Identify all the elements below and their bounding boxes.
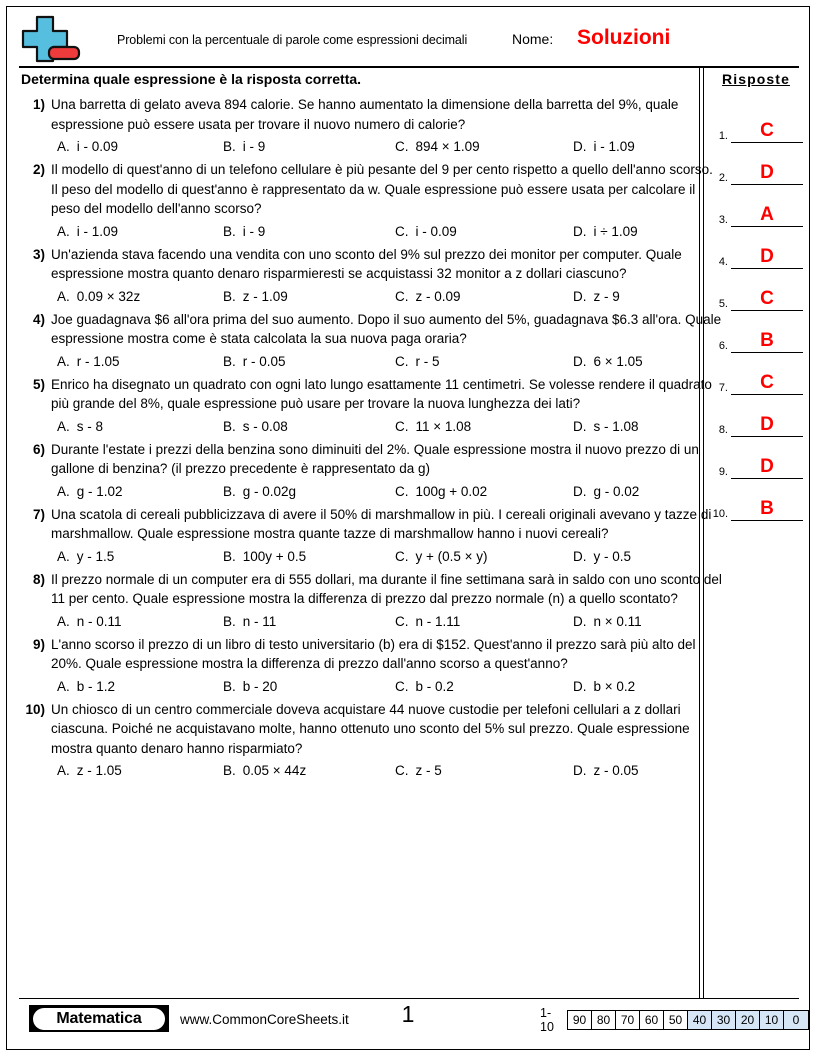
score-scale-cell: 50 — [664, 1011, 688, 1029]
answer-value: C — [760, 372, 774, 393]
question-options — [51, 611, 723, 632]
question-number: 2) — [32, 162, 45, 177]
question-text: Una scatola di cereali pubblicizzava di avere il 50% di marshmallow in più. I cereali originali avevano y tazze di marshmallow. Quale espressione mostra quante tazze di marshmallow hanno i nuovi cereali? — [51, 506, 712, 541]
option-letter: C. — [395, 678, 409, 694]
option-letter: D. — [573, 288, 587, 304]
option-letter: C. — [395, 418, 409, 434]
option-choice[interactable] — [223, 221, 395, 242]
option-letter: B. — [223, 418, 236, 434]
answer-blank[interactable] — [731, 329, 803, 353]
option-choice[interactable] — [51, 676, 223, 697]
option-text: r - 5 — [415, 353, 440, 369]
question-text: Un chiosco di un centro commerciale doveva acquistare 44 nuove custodie per telefoni cellulari a z dollari ciascuna. Poiché ne acquistavano molte, hanno ottenuto uno sconto del 5% sul prezzo. Quale espressione mostra quanto denaro hanno risparmiato? — [51, 701, 690, 756]
option-letter: D. — [573, 139, 587, 154]
answer-blank[interactable] — [731, 287, 803, 311]
answer-blank[interactable] — [731, 245, 803, 269]
option-letter: D. — [573, 353, 587, 369]
answer-number: 5. — [718, 298, 728, 310]
option-text: y - 1.5 — [76, 548, 115, 564]
answer-number: 9. — [718, 466, 728, 478]
answer-blank[interactable] — [731, 413, 803, 437]
option-text: s - 1.08 — [593, 418, 639, 434]
answer-blank[interactable] — [731, 119, 803, 143]
option-text: z - 5 — [415, 763, 442, 778]
answer-value: D — [760, 414, 774, 435]
option-text: z - 0.05 — [593, 763, 639, 778]
option-text: i - 0.09 — [76, 139, 119, 154]
question-number: 3) — [32, 246, 45, 262]
answer-row — [707, 479, 811, 521]
instruction-text: Determina quale espressione è la risposta corretta. — [21, 71, 362, 87]
option-letter: C. — [395, 613, 409, 629]
name-value: Soluzioni — [577, 26, 671, 49]
question-number: 4) — [32, 311, 45, 327]
option-text: z - 1.09 — [242, 288, 288, 304]
question-text: Enrico ha disegnato un quadrato con ogni lato lungo esattamente 11 centimetri. Se volesse rendere il quadrato più grande del 8%, quale espressione può usare per trovare la nuova lunghezza dei lati? — [51, 376, 712, 411]
question-options — [51, 676, 723, 697]
question-item — [21, 95, 693, 157]
option-choice[interactable] — [51, 136, 223, 157]
score-scale-cell: 0 — [784, 1011, 808, 1029]
option-choice[interactable] — [51, 221, 223, 242]
answer-value: C — [760, 120, 774, 141]
score-scale-cell: 70 — [616, 1011, 640, 1029]
option-text: 100g + 0.02 — [415, 483, 488, 499]
answer-value: D — [760, 456, 774, 477]
option-choice[interactable] — [573, 286, 723, 307]
question-item — [21, 700, 693, 782]
option-choice[interactable] — [395, 286, 573, 307]
option-text: i - 0.09 — [415, 223, 457, 239]
option-text: n - 1.11 — [415, 613, 461, 629]
worksheet-title: Problemi con la percentuale di parole come espressioni decimali — [117, 33, 468, 47]
score-scale-cell: 80 — [592, 1011, 616, 1029]
question-item — [21, 570, 722, 632]
option-letter: A. — [57, 483, 70, 499]
option-text: z - 1.05 — [76, 763, 122, 778]
answer-blank[interactable] — [731, 371, 803, 395]
option-text: g - 0.02 — [593, 483, 640, 499]
option-letter: A. — [57, 353, 70, 369]
option-choice[interactable] — [573, 676, 723, 697]
option-choice[interactable] — [395, 676, 573, 697]
question-number: 1) — [32, 97, 45, 112]
option-letter: D. — [573, 483, 587, 499]
option-text: g - 0.02g — [242, 483, 297, 499]
score-scale-cell: 40 — [688, 1011, 712, 1029]
option-letter: B. — [223, 613, 236, 629]
answer-number: 8. — [718, 424, 728, 436]
option-choice[interactable] — [223, 760, 395, 781]
option-letter: B. — [223, 763, 236, 778]
option-letter: B. — [223, 678, 236, 694]
option-choice[interactable] — [51, 286, 223, 307]
option-choice[interactable] — [573, 351, 723, 372]
answer-number: 2. — [718, 172, 728, 184]
question-body — [51, 440, 723, 502]
option-text: i - 9 — [242, 139, 266, 154]
option-text: n × 0.11 — [593, 613, 642, 629]
option-letter: C. — [395, 763, 409, 778]
option-letter: C. — [395, 353, 409, 369]
answers-list — [707, 101, 811, 521]
option-choice[interactable] — [51, 351, 223, 372]
question-item — [21, 245, 693, 307]
option-text: 894 × 1.09 — [415, 139, 480, 154]
answer-value: B — [760, 330, 774, 351]
option-letter: A. — [57, 678, 70, 694]
answer-row — [707, 311, 811, 353]
footer-url: www.CommonCoreSheets.it — [180, 1012, 349, 1027]
option-choice[interactable] — [223, 676, 395, 697]
option-choice[interactable] — [395, 136, 573, 157]
answer-row — [707, 437, 811, 479]
question-body — [51, 700, 723, 782]
option-text: 11 × 1.08 — [415, 418, 472, 434]
option-letter: C. — [395, 483, 409, 499]
option-choice[interactable] — [51, 760, 223, 781]
option-choice[interactable] — [223, 611, 395, 632]
answer-value: A — [760, 204, 774, 225]
question-options — [51, 136, 723, 157]
question-body — [51, 310, 723, 372]
question-text: Una barretta di gelato aveva 894 calorie. Se hanno aumentato la dimensione della barretta del 9%, quale espressione può essere usata per trovare il nuovo numero di calorie? — [51, 97, 679, 132]
option-letter: D. — [573, 548, 587, 564]
worksheet-page — [6, 6, 810, 1050]
score-scale-cell: 10 — [760, 1011, 784, 1029]
question-number: 8) — [32, 571, 45, 587]
answer-row — [707, 269, 811, 311]
answer-row — [707, 143, 811, 185]
score-scale-cell: 60 — [640, 1011, 664, 1029]
option-letter: A. — [57, 418, 70, 434]
page-number: 1 — [401, 1001, 415, 1027]
question-body — [51, 375, 723, 437]
question-body — [51, 635, 723, 697]
option-choice[interactable] — [395, 760, 573, 781]
option-letter: D. — [573, 223, 587, 239]
score-scale-label: 1-10 — [540, 1006, 554, 1034]
option-choice[interactable] — [223, 351, 395, 372]
option-letter: B. — [223, 548, 236, 564]
option-choice[interactable] — [573, 760, 723, 781]
question-text: Joe guadagnava $6 all'ora prima del suo aumento. Dopo il suo aumento del 5%, guadagnava $6.3 all'ora. Quale espressione mostra come è stata calcolata la sua nuova paga oraria? — [51, 311, 722, 346]
answer-row — [707, 101, 811, 143]
answer-row — [707, 353, 811, 395]
question-options — [51, 416, 723, 437]
answer-value: D — [760, 246, 774, 267]
option-text: z - 9 — [593, 288, 620, 304]
option-choice[interactable] — [51, 611, 223, 632]
answer-value: C — [760, 288, 774, 309]
question-text: L'anno scorso il prezzo di un libro di testo universitario (b) era di $152. Quest'anno il prezzo sarà più alto del 20%. Quale espressione mostra la differenza di prezzo dall'anno scorso a quest'anno? — [51, 636, 696, 671]
header-divider — [19, 66, 799, 68]
option-letter: A. — [57, 288, 70, 304]
score-scale-cells — [567, 1010, 809, 1030]
answer-number: 6. — [718, 340, 728, 352]
option-choice[interactable] — [395, 611, 573, 632]
option-text: b - 0.2 — [415, 678, 454, 694]
answer-blank[interactable] — [731, 203, 803, 227]
answers-panel — [707, 71, 811, 521]
question-number: 6) — [32, 441, 45, 457]
option-text: r - 1.05 — [76, 353, 120, 369]
answer-row — [707, 185, 811, 227]
subject-badge-label: Matematica — [33, 1008, 165, 1030]
option-text: y + (0.5 × y) — [415, 548, 488, 564]
option-text: i - 1.09 — [593, 139, 635, 154]
option-choice[interactable] — [395, 481, 573, 502]
option-choice[interactable] — [223, 136, 395, 157]
question-options — [51, 221, 723, 242]
option-letter: A. — [57, 548, 70, 564]
option-text: n - 0.11 — [76, 613, 122, 629]
score-scale — [540, 1006, 809, 1034]
question-item — [21, 310, 722, 372]
option-text: i ÷ 1.09 — [593, 223, 638, 239]
option-letter: A. — [57, 223, 70, 239]
option-choice[interactable] — [395, 351, 573, 372]
option-choice[interactable] — [51, 546, 223, 567]
option-letter: B. — [223, 353, 236, 369]
option-choice[interactable] — [395, 416, 573, 437]
option-letter: A. — [57, 763, 70, 778]
option-text: n - 11 — [242, 613, 277, 629]
option-choice[interactable] — [573, 611, 723, 632]
page-header — [7, 7, 809, 69]
question-item — [21, 440, 699, 502]
option-text: 0.09 × 32z — [76, 288, 141, 304]
question-number: 9) — [32, 636, 45, 652]
option-letter: C. — [395, 223, 409, 239]
answer-value: B — [760, 498, 774, 519]
answer-number: 1. — [718, 130, 728, 142]
option-choice[interactable] — [573, 416, 723, 437]
option-letter: C. — [395, 139, 409, 154]
option-letter: B. — [223, 288, 236, 304]
option-text: y - 0.5 — [593, 548, 632, 564]
answer-number: 7. — [718, 382, 728, 394]
option-text: 0.05 × 44z — [242, 763, 307, 778]
name-label: Nome: — [512, 31, 554, 47]
question-body — [51, 245, 723, 307]
score-scale-cell: 20 — [736, 1011, 760, 1029]
option-letter: A. — [57, 139, 70, 154]
question-text: Il modello di quest'anno di un telefono cellulare è più pesante del 9 per cento rispetto a quello dell'anno scorso. Il peso del modello di quest'anno è rappresentato da w. Quale espressione può essere usata per calcolare il peso del modello dell'anno scorso? — [51, 162, 713, 216]
option-letter: B. — [223, 483, 236, 499]
option-letter: D. — [573, 613, 587, 629]
question-item — [21, 635, 696, 697]
question-options — [51, 351, 723, 372]
footer-divider — [19, 998, 799, 999]
question-options — [51, 481, 723, 502]
option-text: i - 1.09 — [76, 223, 119, 239]
option-letter: D. — [573, 418, 587, 434]
score-scale-cell: 90 — [568, 1011, 592, 1029]
option-text: b × 0.2 — [593, 678, 636, 694]
question-options — [51, 546, 723, 567]
option-letter: B. — [223, 223, 236, 239]
question-number: 10) — [25, 701, 45, 717]
answer-value: D — [760, 162, 774, 183]
question-body — [51, 505, 723, 567]
question-body — [51, 95, 723, 157]
answer-row — [707, 395, 811, 437]
answer-number: 4. — [718, 256, 728, 268]
question-options — [51, 286, 723, 307]
option-choice[interactable] — [573, 546, 723, 567]
option-choice[interactable] — [51, 416, 223, 437]
option-text: i - 9 — [242, 223, 266, 239]
question-options — [51, 760, 723, 781]
score-scale-cell: 30 — [712, 1011, 736, 1029]
option-text: b - 20 — [242, 678, 278, 694]
question-text: Durante l'estate i prezzi della benzina sono diminuiti del 2%. Quale espressione mostra il nuovo prezzo di un gallone di benzina? (il prezzo precedente è rappresentato da g) — [51, 441, 699, 476]
option-text: s - 0.08 — [242, 418, 288, 434]
question-body — [51, 570, 723, 632]
option-text: r - 0.05 — [242, 353, 286, 369]
option-text: 100y + 0.5 — [242, 548, 307, 564]
question-number: 7) — [32, 506, 45, 522]
option-choice[interactable] — [223, 546, 395, 567]
plus-minus-icon — [19, 13, 81, 65]
option-text: b - 1.2 — [76, 678, 116, 694]
option-choice[interactable] — [573, 221, 723, 242]
questions-list — [21, 95, 722, 784]
option-text: s - 8 — [76, 418, 104, 434]
option-letter: C. — [395, 288, 409, 304]
option-choice[interactable] — [51, 481, 223, 502]
option-letter: C. — [395, 548, 409, 564]
option-letter: D. — [573, 678, 587, 694]
answer-row — [707, 227, 811, 269]
option-choice[interactable] — [573, 481, 723, 502]
question-item — [21, 375, 712, 437]
option-choice[interactable] — [223, 416, 395, 437]
option-text: 6 × 1.05 — [593, 353, 643, 369]
answer-blank[interactable] — [731, 161, 803, 185]
option-letter: B. — [223, 139, 236, 154]
option-choice[interactable] — [223, 481, 395, 502]
question-item — [21, 160, 713, 242]
option-choice[interactable] — [395, 546, 573, 567]
answer-blank[interactable] — [731, 455, 803, 479]
option-choice[interactable] — [395, 221, 573, 242]
answer-number: 10. — [712, 508, 728, 520]
question-item — [21, 505, 712, 567]
option-text: z - 0.09 — [415, 288, 461, 304]
answer-number: 3. — [718, 214, 728, 226]
answer-blank[interactable] — [731, 497, 803, 521]
option-letter: D. — [573, 763, 587, 778]
option-choice[interactable] — [573, 136, 723, 157]
question-number: 5) — [32, 376, 45, 392]
option-letter: A. — [57, 613, 70, 629]
option-text: g - 1.02 — [76, 483, 123, 499]
question-body — [51, 160, 723, 242]
option-choice[interactable] — [223, 286, 395, 307]
answers-panel-title: Risposte — [722, 71, 790, 87]
question-text: Il prezzo normale di un computer era di 555 dollari, ma durante il fine settimana sarà in saldo con uno sconto del 11 per cento. Quale espressione mostra la differenza di prezzo dal prezzo normale (n) a quello scontato? — [51, 571, 722, 606]
question-text: Un'azienda stava facendo una vendita con uno sconto del 9% sul prezzo dei monitor per computer. Quale espressione mostra quanto denaro risparmieresti se acquistassi 32 monitor a z dollari ciascuno? — [51, 246, 682, 281]
